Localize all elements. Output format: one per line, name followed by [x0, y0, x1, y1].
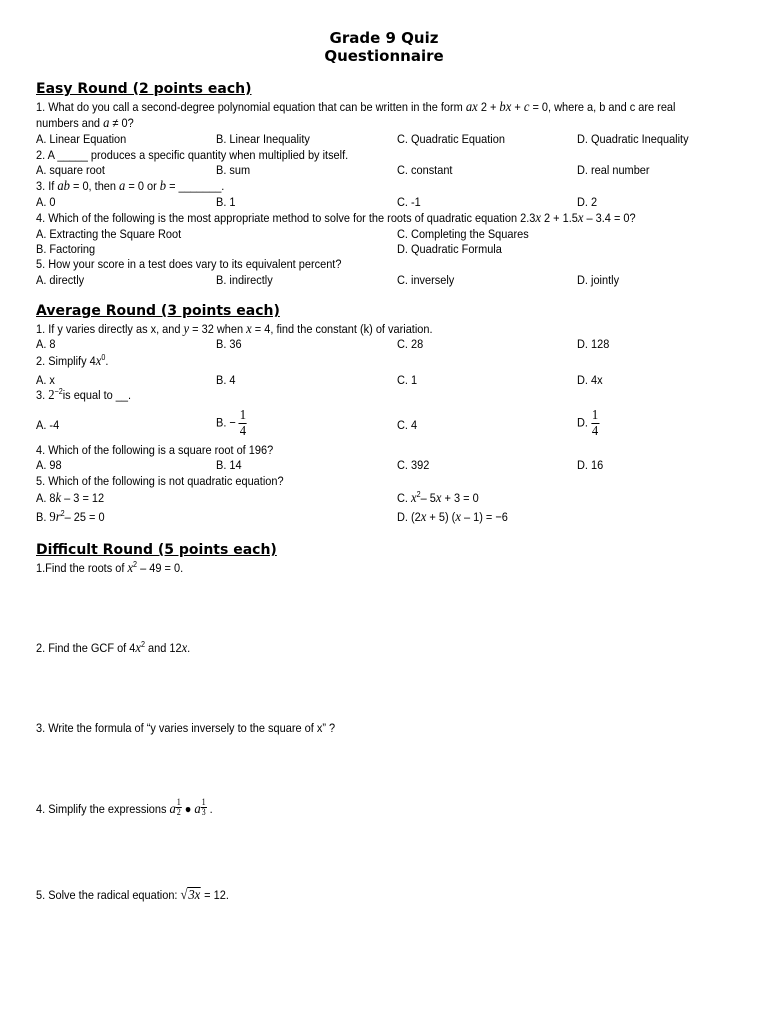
- average-q5-option-c: C. $x^2-$ 5x + 3 = 0: [397, 490, 479, 506]
- easy-q4-option-d: D. Quadratic Formula: [397, 242, 502, 256]
- page-subtitle: Questionnaire: [324, 47, 444, 65]
- average-q1-option-b: B. 36: [216, 337, 242, 351]
- average-q1-option-c: C. 28: [397, 337, 424, 351]
- fraction-one-fourth: $\frac{1}{4}$: [239, 408, 247, 439]
- easy-q2-option-b: B. sum: [216, 163, 251, 177]
- radical-sign: √: [180, 888, 188, 903]
- average-q4-option-d: D. 16: [577, 458, 604, 472]
- easy-q1-line1: 1. What do you call a second-degree polynomial equation that can be written in the form ax 2 + bx + c = 0, where a, b and c are real: [36, 100, 676, 115]
- easy-q1-option-b: B. Linear Inequality: [216, 132, 310, 146]
- exponent-one-third: $\frac{1}{3}$: [201, 797, 206, 817]
- easy-q4-option-a: A. Extracting the Square Root: [36, 227, 182, 241]
- easy-q5-option-c: C. inversely: [397, 273, 455, 287]
- easy-q3-option-c: C. -1: [397, 195, 421, 209]
- average-q4: 4. Which of the following is a square root of 196?: [36, 443, 274, 457]
- average-q5-option-a: A. 8k – 3 = 12: [36, 491, 105, 506]
- easy-q5: 5. How your score in a test does vary to its equivalent percent?: [36, 257, 342, 271]
- easy-q2: 2. A _____ produces a specific quantity when multiplied by itself.: [36, 148, 349, 162]
- average-q2-option-a: A. x: [36, 373, 55, 387]
- easy-q3-option-d: D. 2: [577, 195, 598, 209]
- easy-q5-option-a: A. directly: [36, 273, 85, 287]
- easy-q4-option-b: B. Factoring: [36, 242, 96, 256]
- average-q2: 2. Simplify $4x^0$.: [36, 353, 109, 369]
- average-q1-option-d: D. 128: [577, 337, 610, 351]
- average-q5: 5. Which of the following is not quadratic equation?: [36, 474, 284, 488]
- easy-q1-option-a: A. Linear Equation: [36, 132, 127, 146]
- average-q2-option-d: D. 4x: [577, 373, 603, 387]
- difficult-q5: 5. Solve the radical equation: √3x = 12.: [36, 888, 229, 903]
- average-q4-option-a: A. 98: [36, 458, 62, 472]
- difficult-q2: 2. Find the GCF of $4x^2$ and 12x.: [36, 640, 191, 656]
- average-q2-option-c: C. 1: [397, 373, 418, 387]
- difficult-q4: 4. Simplify the expressions a $\frac{1}{2}$ ● a $\frac{1}{3}$ .: [36, 797, 213, 817]
- difficult-q3: 3. Write the formula of “y varies inversely to the square of x” ?: [36, 721, 336, 735]
- easy-q1-option-c: C. Quadratic Equation: [397, 132, 505, 146]
- average-q3: 3. $2^{-2}is$ equal to __.: [36, 387, 132, 403]
- difficult-round-heading: Difficult Round (5 points each): [36, 542, 277, 558]
- easy-q5-option-d: D. jointly: [577, 273, 620, 287]
- average-q3-option-d: D. $\frac{1}{4}$: [577, 408, 599, 439]
- easy-q2-option-a: A. square root: [36, 163, 105, 177]
- average-round-heading: Average Round (3 points each): [36, 303, 280, 319]
- average-q3-option-c: C. 4: [397, 418, 418, 432]
- average-q3-option-b: B. − $\frac{1}{4}$: [216, 408, 247, 439]
- easy-q3-option-a: A. 0: [36, 195, 56, 209]
- easy-q3: 3. If ab = 0, then a = 0 or b = _______.: [36, 179, 225, 194]
- easy-q4: 4. Which of the following is the most appropriate method to solve for the roots of quadratic equation 2.3x 2 + 1.5x – 3.4 = 0?: [36, 211, 636, 226]
- easy-q2-option-c: C. constant: [397, 163, 453, 177]
- easy-q2-option-d: D. real number: [577, 163, 650, 177]
- easy-q1-line2: numbers and a ≠ 0?: [36, 116, 134, 131]
- average-q3-option-a: A. -4: [36, 418, 60, 432]
- average-q5-option-b: B. $9r^2-$ 25 = 0: [36, 509, 105, 525]
- average-q4-option-c: C. 392: [397, 458, 430, 472]
- fraction-one-fourth: $\frac{1}{4}$: [591, 408, 599, 439]
- easy-q3-option-b: B. 1: [216, 195, 236, 209]
- easy-q4-option-c: C. Completing the Squares: [397, 227, 529, 241]
- easy-q1-option-d: D. Quadratic Inequality: [577, 132, 689, 146]
- average-q4-option-b: B. 14: [216, 458, 242, 472]
- average-q1: 1. If y varies directly as x, and y = 32 when x = 4, find the constant (k) of variation.: [36, 322, 433, 337]
- difficult-q1: 1.Find the roots of $x^2 - 49 = 0$.: [36, 560, 184, 576]
- average-q5-option-d: D. (2x + 5) (x – 1) = −6: [397, 510, 508, 525]
- average-q2-option-b: B. 4: [216, 373, 236, 387]
- average-q1-option-a: A. 8: [36, 337, 56, 351]
- easy-q5-option-b: B. indirectly: [216, 273, 273, 287]
- exponent-one-half: $\frac{1}{2}$: [176, 797, 181, 817]
- page-title: Grade 9 Quiz: [329, 29, 439, 47]
- easy-round-heading: Easy Round (2 points each): [36, 81, 252, 97]
